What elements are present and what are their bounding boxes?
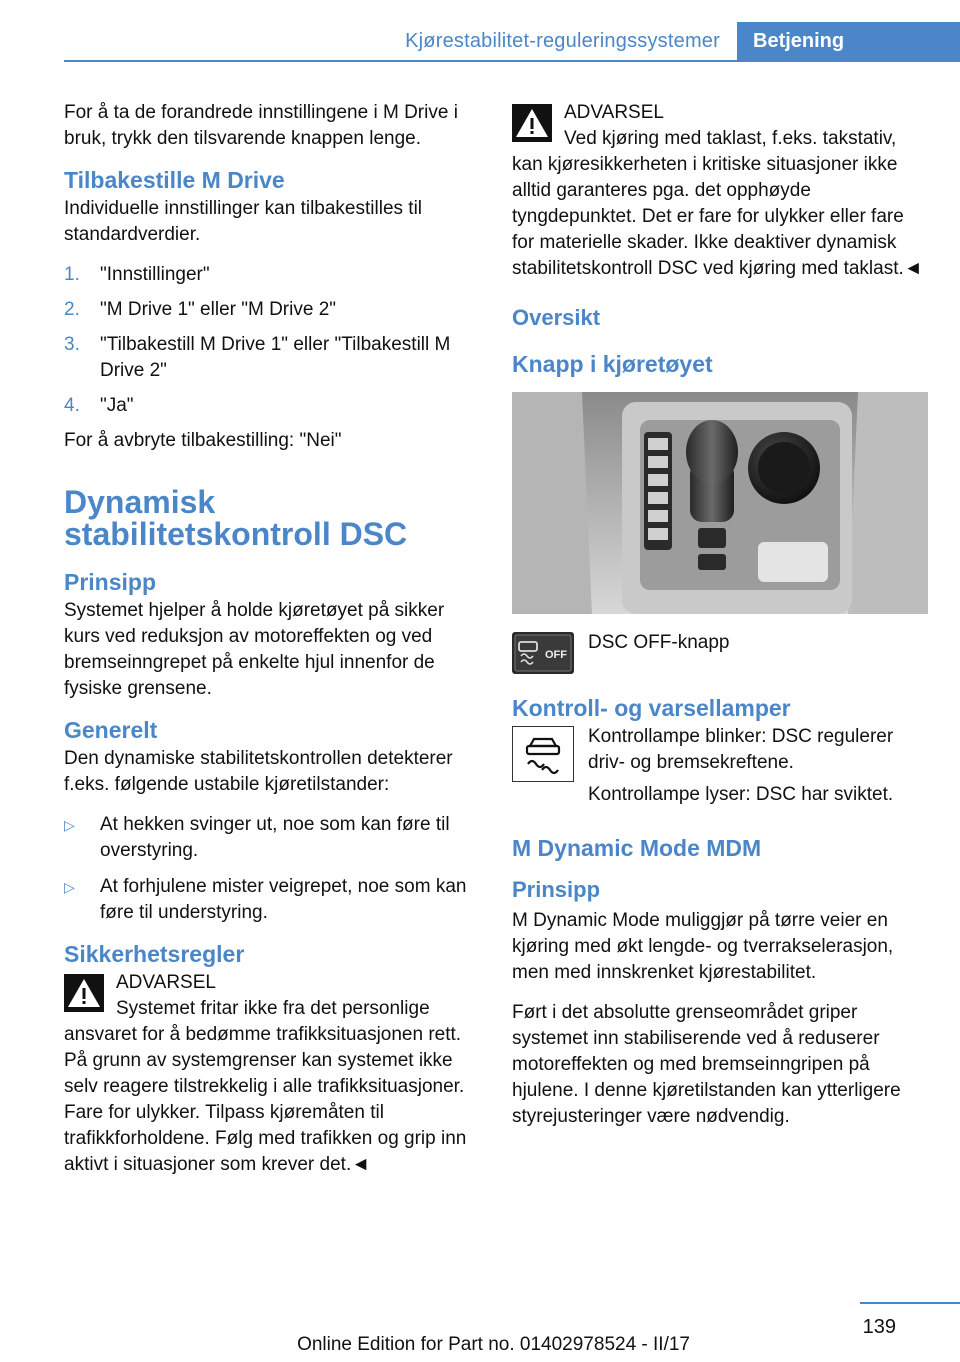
instability-list — [64, 812, 480, 926]
warning-icon — [512, 104, 552, 142]
warning-block — [64, 970, 480, 1178]
header-section-title: Kjørestabilitet-reguleringssystemer — [405, 30, 720, 52]
list-item — [64, 297, 480, 323]
general-paragraph: Den dynamiske stabilitetskontrollen detekterer f.eks. følgende ustabile kjøretilstander: — [64, 748, 453, 795]
step-text: "M Drive 1" eller "M Drive 2" — [100, 299, 337, 320]
page-number: 139 — [862, 1316, 896, 1338]
warning-block — [512, 100, 928, 282]
warning-text: Ved kjøring med taklast, f.eks. takstativ, kan kjøresikkerheten i kritiske situasjoner ikke alltid garanteres pga. det opphøyde tyngdepunktet. Det er fare for ulykker eller fare for materielle skader. Ikke deaktiver dynamisk stabilitetskontroll DSC ved kjøring med taklast.◄ — [512, 128, 923, 279]
principle-heading: Prinsipp — [64, 569, 157, 595]
warning-label: ADVARSEL — [116, 972, 216, 993]
step-number: 1. — [64, 264, 80, 285]
mdm-paragraph-1: M Dynamic Mode muliggjør på tørre veier en kjøring med økt lengde- og tverrakselerasjon, men med innskrenket kjørestabilitet. — [512, 910, 894, 983]
lamp-blink-text: Kontrollampe blinker: DSC regulerer driv- og bremsekreftene. — [588, 726, 894, 773]
list-item — [64, 874, 480, 926]
principle-paragraph: Systemet hjelper å holde kjøretøyet på sikker kurs ved reduksjon av motoreffekten og ved bremseinngrepet på enkelte hjul innenfor de fysiske grensene. — [64, 600, 445, 699]
lamps-heading: Kontroll- og varsellamper — [512, 695, 791, 721]
triangle-bullet-icon: ▷ — [64, 817, 75, 833]
edition-note: Online Edition for Part no. 01402978524 - II/17 — [297, 1334, 690, 1355]
bullet-text: At hekken svinger ut, noe som kan føre til overstyring. — [100, 814, 450, 861]
dsc-off-label: DSC OFF-knapp — [588, 632, 730, 653]
left-column — [64, 100, 480, 1188]
dsc-off-button-icon — [512, 632, 574, 674]
lamps-row — [512, 724, 928, 814]
step-number: 2. — [64, 299, 80, 320]
list-item — [64, 393, 480, 419]
footer-rule — [860, 1302, 960, 1304]
dsc-off-row — [512, 630, 928, 680]
step-text: "Ja" — [100, 395, 134, 416]
reset-heading: Tilbakestille M Drive — [64, 167, 285, 193]
mdm-heading: M Dynamic Mode MDM — [512, 835, 762, 861]
warning-icon — [64, 974, 104, 1012]
safety-heading: Sikkerhetsregler — [64, 941, 245, 967]
warning-label: ADVARSEL — [564, 102, 664, 123]
bullet-text: At forhjulene mister veigrepet, noe som kan føre til understyring. — [100, 876, 467, 923]
warning-text: Systemet fritar ikke fra det personlige ansvaret for å bedømme trafikksituasjonen rett. På grunn av systemgrenser kan systemet ikke selv reagere tilstrekkelig i alle trafikksituasjoner. Fare for ulykker. Tilpass kjøremåten til trafikkforholdene. Følg med trafikken og grip inn aktivt i situasjoner som krever det.◄ — [64, 998, 467, 1175]
overview-heading: Oversikt — [512, 305, 601, 330]
dsc-warning-lamp-icon — [512, 726, 574, 782]
right-column — [512, 100, 928, 1144]
button-heading: Knapp i kjøretøyet — [512, 351, 713, 377]
reset-steps-list — [64, 262, 480, 419]
mdm-principle-heading: Prinsipp — [512, 877, 601, 902]
reset-paragraph: Individuelle innstillinger kan tilbakestilles til standardverdier. — [64, 198, 423, 245]
header-rule — [64, 60, 960, 62]
step-number: 3. — [64, 334, 80, 355]
console-photo — [512, 392, 928, 614]
list-item — [64, 262, 480, 288]
triangle-bullet-icon: ▷ — [64, 879, 75, 895]
intro-paragraph: For å ta de forandrede innstillingene i M Drive i bruk, trykk den tilsvarende knappen lenge. — [64, 102, 458, 149]
step-text: "Innstillinger" — [100, 264, 210, 285]
dsc-title: Dynamisk stabilitetskontroll DSC — [64, 484, 408, 552]
step-number: 4. — [64, 395, 80, 416]
header-chapter-tab: Betjening — [737, 22, 960, 62]
mdm-paragraph-2: Ført i det absolutte grenseområdet griper systemet inn stabiliserende ved å reduserer motoreffekten og med bremseinngripen på hjulene. I denne kjøretilstanden kan ytterligere styrejusteringer være nødvendig. — [512, 1002, 901, 1127]
list-item — [64, 332, 480, 384]
dsc-off-icon-text: OFF — [545, 649, 567, 661]
lamp-on-text: Kontrollampe lyser: DSC har sviktet. — [588, 784, 894, 805]
list-item — [64, 812, 480, 864]
page-header — [0, 0, 960, 62]
cancel-paragraph: For å avbryte tilbakestilling: "Nei" — [64, 430, 342, 451]
general-heading: Generelt — [64, 717, 158, 743]
step-text: "Tilbakestill M Drive 1" eller "Tilbakestill M Drive 2" — [100, 334, 451, 381]
